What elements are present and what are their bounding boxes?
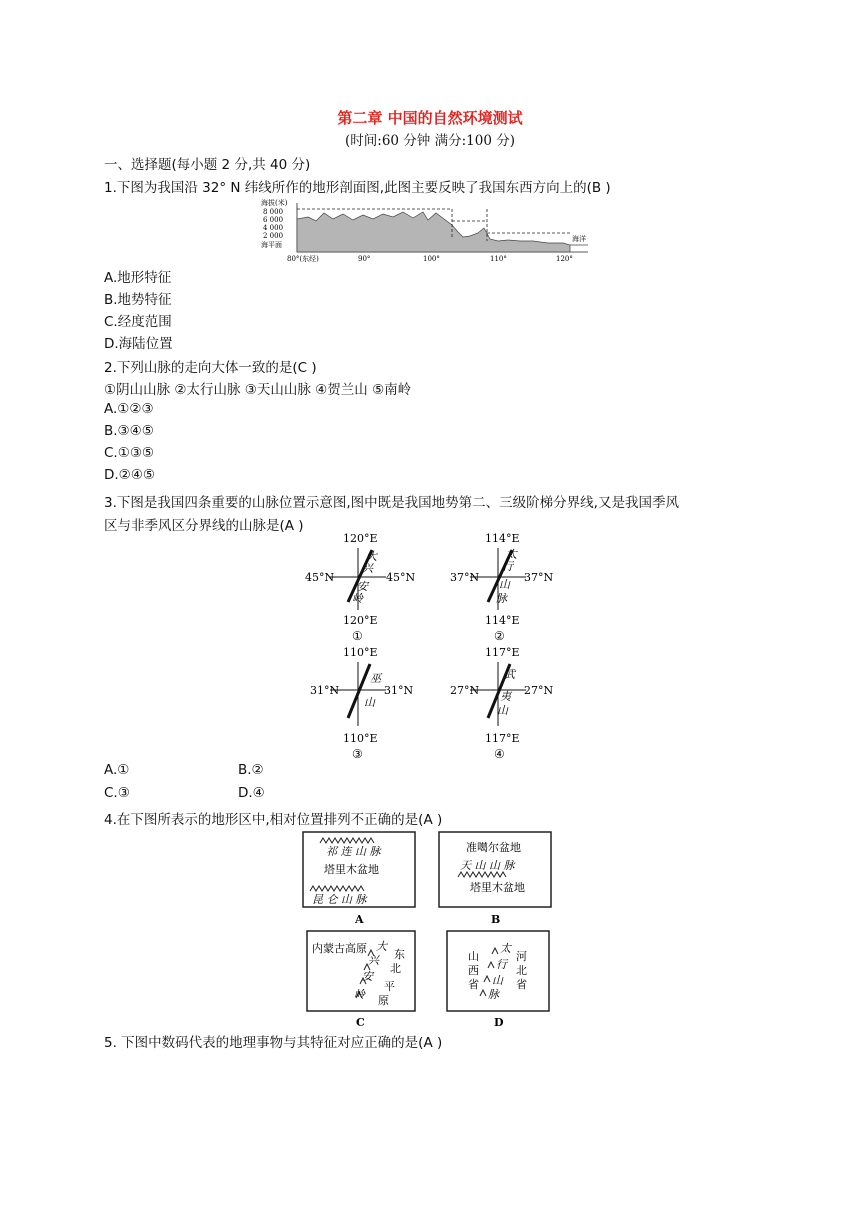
box-b-row2: 天 山 山 脉 — [460, 859, 515, 872]
lat-label-right: 45°N — [386, 571, 416, 584]
province-char: 山 — [468, 950, 479, 963]
box-b-row1: 准噶尔盆地 — [466, 841, 521, 854]
range-char: 行 — [502, 560, 513, 573]
lon-label-top: 114°E — [485, 532, 520, 545]
lon-label-top: 120°E — [343, 532, 378, 545]
option-d: D.海陆位置 — [104, 336, 173, 352]
box-a-row2: 塔里木盆地 — [324, 863, 379, 876]
profile-y-tick: 6 000 — [263, 216, 284, 224]
range-char: 山 — [497, 704, 508, 717]
profile-y-tick: 4 000 — [263, 224, 284, 232]
question-3-stem-cont: 区与非季风区分界线的山脉是(A ) — [104, 518, 304, 534]
range-char: 兴 — [362, 562, 373, 575]
range-char: 武 — [504, 668, 515, 681]
box-b-row3: 塔里木盆地 — [470, 881, 525, 894]
page-title: 第二章 中国的自然环境测试 — [337, 109, 523, 127]
profile-x-tick: 120° — [556, 255, 573, 263]
lon-label-bottom: 114°E — [485, 614, 520, 627]
plain-char: 北 — [390, 962, 401, 975]
terrain-box-d — [446, 930, 556, 1030]
province-char: 省 — [516, 978, 527, 991]
map-number: ① — [352, 629, 363, 643]
lat-label-left: 37°N — [450, 571, 480, 584]
terrain-box-c — [306, 930, 422, 1030]
plain-char: 原 — [378, 994, 389, 1007]
option-d: D.④ — [238, 785, 265, 801]
page-subtitle: (时间:60 分钟 满分:100 分) — [345, 133, 515, 149]
range-char: 安 — [357, 580, 368, 593]
plain-char: 东 — [394, 948, 405, 961]
province-char: 西 — [468, 964, 479, 977]
mountain-map-3 — [300, 644, 420, 760]
map-number: ④ — [494, 747, 505, 760]
map-number: ② — [494, 629, 505, 643]
box-c-label: C — [356, 1016, 365, 1029]
lat-label-right: 27°N — [524, 684, 554, 697]
question-4-stem: 4.在下图所表示的地形区中,相对位置排列不正确的是(A ) — [104, 812, 443, 828]
lon-label-top: 110°E — [343, 646, 378, 659]
lon-label-bottom: 117°E — [485, 732, 520, 745]
option-b: B.地势特征 — [104, 292, 172, 308]
map-number: ③ — [352, 747, 363, 760]
question-2-items: ①阴山山脉 ②太行山脉 ③天山山脉 ④贺兰山 ⑤南岭 — [104, 382, 412, 398]
range-char: 脉 — [488, 988, 499, 1001]
mountain-range-line — [348, 664, 370, 718]
option-a: A.① — [104, 762, 130, 778]
plain-char: 平 — [384, 980, 395, 993]
question-1-stem: 1.下图为我国沿 32° N 纬线所作的地形剖面图,此图主要反映了我国东西方向上的(B ) — [104, 180, 611, 196]
question-5-stem: 5. 下图中数码代表的地理事物与其特征对应正确的是(A ) — [104, 1035, 443, 1051]
range-char: 山 — [499, 578, 510, 591]
lat-label-right: 31°N — [384, 684, 414, 697]
range-char: 岭 — [354, 988, 365, 1001]
range-char: 巫 — [370, 672, 381, 685]
option-b: B.③④⑤ — [104, 423, 154, 439]
lon-label-bottom: 110°E — [343, 732, 378, 745]
range-char: 兴 — [368, 954, 379, 967]
option-c: C.③ — [104, 785, 130, 801]
range-char: 岭 — [352, 592, 363, 605]
profile-y-tick: 海平面 — [261, 241, 282, 249]
profile-x-tick: 80°(东经) — [287, 255, 319, 263]
terrain-fill — [297, 212, 570, 252]
profile-x-tick: 90° — [358, 255, 371, 263]
option-a: A.①②③ — [104, 401, 154, 417]
option-d: D.②④⑤ — [104, 467, 155, 483]
province-char: 北 — [516, 964, 527, 977]
range-char: 夷 — [500, 690, 511, 703]
box-a-row3: 昆 仑 山 脉 — [312, 893, 367, 906]
province-char: 省 — [468, 978, 479, 991]
range-char: 太 — [506, 548, 517, 561]
mountain-map-4 — [440, 644, 560, 760]
box-a-label: A — [355, 913, 364, 926]
range-char: 安 — [362, 970, 373, 983]
lat-label-right: 37°N — [524, 571, 554, 584]
profile-y-axis-title: 海拔(米) — [261, 199, 288, 207]
section-heading: 一、选择题(每小题 2 分,共 40 分) — [104, 157, 311, 173]
range-char: 大 — [366, 550, 377, 563]
terrain-box-b — [438, 831, 558, 927]
box-d-label: D — [494, 1016, 504, 1029]
mountain-symbol — [458, 872, 506, 877]
box-b-label: B — [491, 913, 501, 926]
box-a-row1: 祁 连 山 脉 — [326, 845, 381, 858]
box-c-left: 内蒙古高原 — [312, 942, 367, 955]
range-char: 行 — [496, 958, 507, 971]
lon-label-top: 117°E — [485, 646, 520, 659]
option-a: A.地形特征 — [104, 270, 172, 286]
profile-x-tick: 110° — [490, 255, 507, 263]
lon-label-bottom: 120°E — [343, 614, 378, 627]
profile-y-tick: 8 000 — [263, 208, 284, 216]
mountain-symbol — [320, 838, 374, 843]
range-char: 山 — [492, 974, 503, 987]
profile-y-tick: 2 000 — [263, 232, 284, 240]
terrain-box-a — [302, 831, 422, 927]
province-char: 河 — [516, 950, 527, 963]
range-char: 大 — [376, 940, 387, 953]
question-3-stem: 3.下图是我国四条重要的山脉位置示意图,图中既是我国地势第二、三级阶梯分界线,又是我国季风 — [104, 495, 679, 511]
profile-x-tick: 100° — [423, 255, 440, 263]
sea-label: 海洋 — [572, 235, 586, 243]
option-b: B.② — [238, 762, 264, 778]
lat-label-left: 45°N — [305, 571, 335, 584]
question-2-stem: 2.下列山脉的走向大体一致的是(C ) — [104, 360, 317, 376]
mountain-map-2 — [440, 530, 560, 644]
mountain-map-1 — [300, 530, 420, 644]
mountain-symbol — [310, 886, 364, 891]
range-char: 太 — [500, 942, 511, 955]
terrain-profile-diagram — [258, 197, 598, 263]
lat-label-left: 31°N — [310, 684, 340, 697]
range-char: 山 — [364, 696, 375, 709]
option-c: C.经度范围 — [104, 314, 172, 330]
range-char: 脉 — [496, 592, 507, 605]
lat-label-left: 27°N — [450, 684, 480, 697]
option-c: C.①③⑤ — [104, 445, 155, 461]
